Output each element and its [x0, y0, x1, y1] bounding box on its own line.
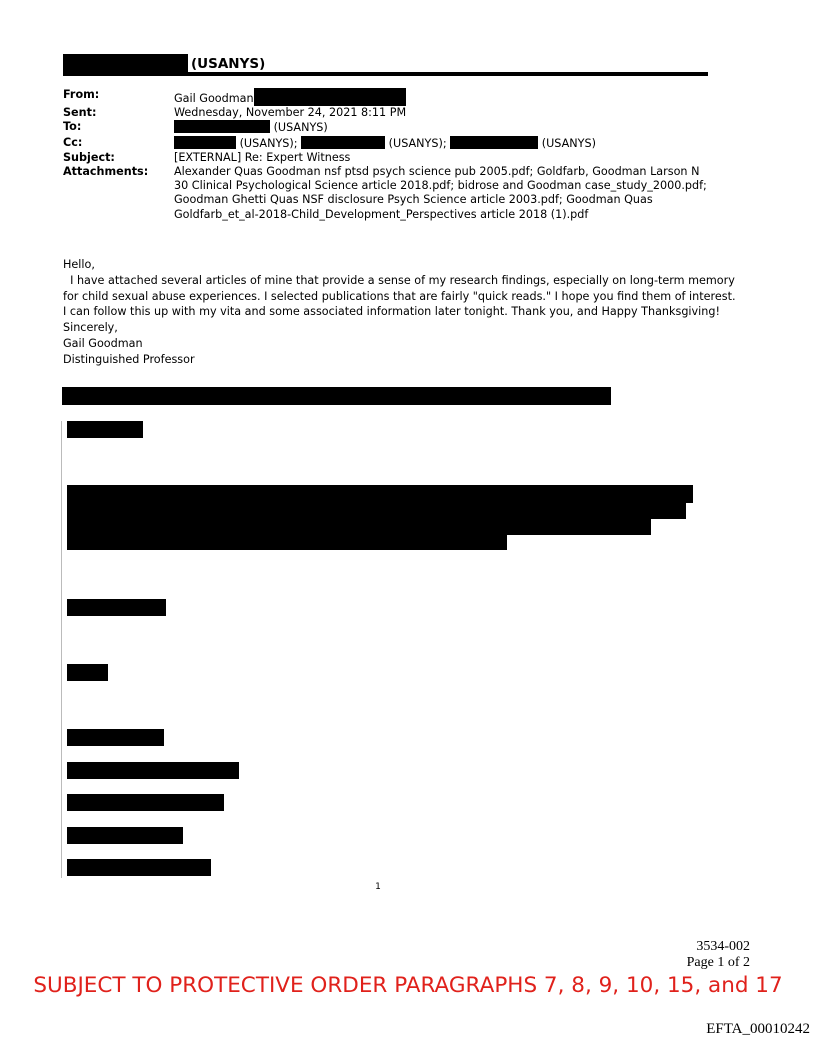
from-value: Gail Goodman [174, 92, 254, 105]
cc-value-1: (USANYS); [239, 136, 298, 150]
sent-row [63, 106, 713, 120]
body-line-3: I can follow this up with my vita and some associated information later tonight. Thank you, and Happy Thanksgiving! [63, 305, 720, 319]
redaction-box [67, 762, 239, 779]
protective-order-notice: SUBJECT TO PROTECTIVE ORDER PARAGRAPHS 7, 8, 9, 10, 15, and 17 [33, 973, 783, 998]
to-value: (USANYS) [273, 121, 328, 135]
body-line-2: for child sexual abuse experiences. I selected publications that are fairly "quick reads." I hope you find them of interest. [63, 289, 736, 303]
redaction-box [67, 664, 108, 681]
redaction-box [174, 120, 270, 133]
cc-row [63, 136, 713, 151]
cc-value-3: (USANYS) [541, 136, 596, 150]
header-rule [63, 72, 708, 76]
redaction-box [67, 421, 143, 438]
attachments-label: Attachments: [63, 165, 149, 179]
sent-value: Wednesday, November 24, 2021 8:11 PM [174, 106, 407, 120]
cc-label: Cc: [63, 135, 83, 149]
attachments-value[interactable]: Alexander Quas Goodman nsf ptsd psych science pub 2005.pdf; Goldfarb, Goodman Larson N 30 Clinical Psychological Science article 2018.pdf; bidrose and Goodman case_study_2000.pdf; Goodman Ghetti Quas NSF disclosure Psych Science article 2003.pdf; Goodman Quas Goldfarb_et_al-2018-Child_Development_Perspectives article 2018 (1).pdf [174, 165, 707, 221]
subject-row [63, 151, 713, 165]
bates-stamp [687, 939, 750, 971]
redaction-box [67, 485, 693, 503]
greeting: Hello, [63, 258, 95, 271]
attachments-row [63, 165, 713, 222]
redaction-box [67, 502, 686, 519]
bates-number: 3534-002 [696, 939, 750, 954]
efta-number: EFTA_00010242 [706, 1021, 810, 1037]
body-line-1: I have attached several articles of mine that provide a sense of my research findings, especially on long-term memory [63, 273, 735, 287]
signature-title: Distinguished Professor [63, 352, 195, 366]
to-label: To: [63, 120, 82, 134]
from-label: From: [63, 88, 100, 101]
redaction-box [62, 387, 611, 405]
signature-name: Gail Goodman [63, 336, 143, 350]
bates-page: Page 1 of 2 [686, 955, 750, 970]
sent-label: Sent: [63, 106, 97, 120]
closing: Sincerely, [63, 321, 118, 335]
header-org: (USANYS) [191, 56, 266, 72]
redaction-box [63, 54, 188, 73]
document-header [63, 54, 265, 74]
redaction-box [174, 136, 236, 149]
email-body [63, 257, 736, 368]
subject-value: [EXTERNAL] Re: Expert Witness [174, 150, 351, 164]
redaction-box [450, 136, 538, 149]
redaction-box [67, 859, 211, 876]
redaction-box [67, 599, 166, 616]
subject-label: Subject: [63, 150, 115, 164]
redaction-box [254, 88, 406, 106]
cc-value-2: (USANYS); [388, 136, 447, 150]
redaction-box [67, 729, 164, 746]
page-number: 1 [375, 882, 381, 892]
redaction-box [67, 534, 507, 550]
redaction-box [67, 827, 183, 844]
from-row [63, 88, 713, 106]
email-metadata [63, 88, 713, 222]
redaction-box [301, 136, 385, 149]
redaction-box [67, 794, 224, 811]
to-row [63, 120, 713, 135]
redaction-box [67, 518, 651, 535]
quote-bar [61, 421, 62, 878]
